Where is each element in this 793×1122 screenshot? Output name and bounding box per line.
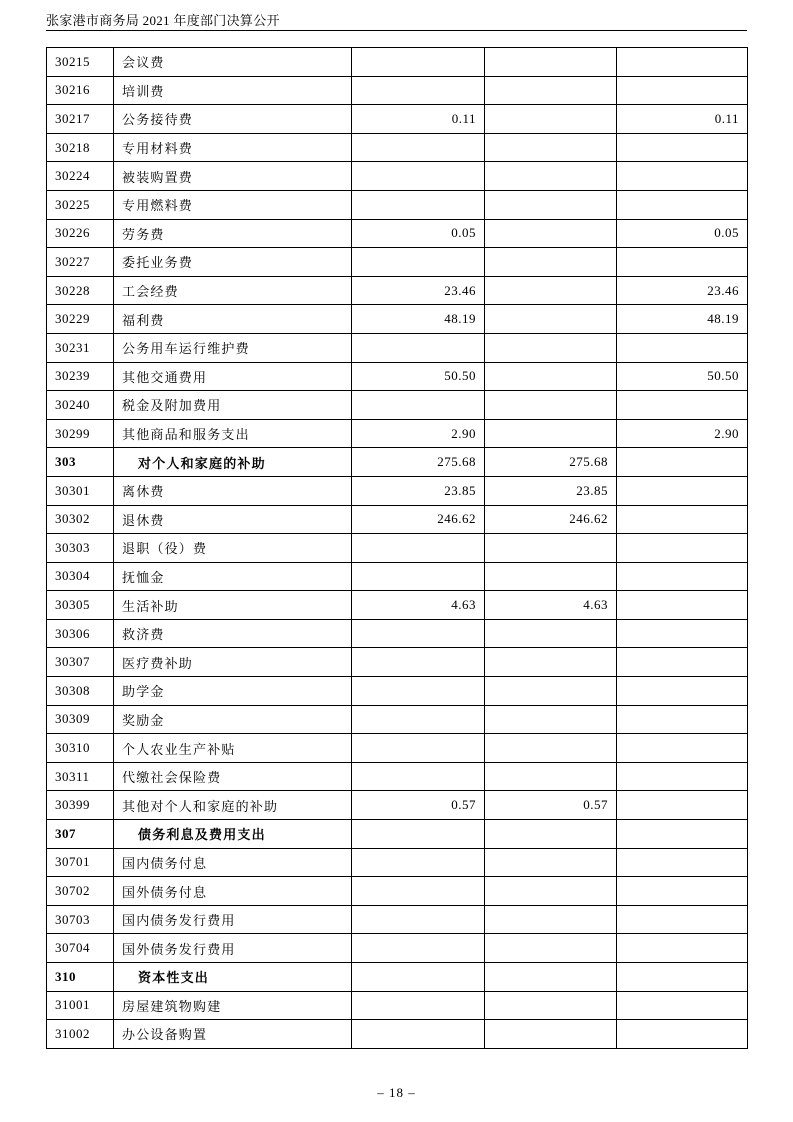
row-value-v3	[617, 991, 748, 1020]
row-value-v3	[617, 190, 748, 219]
table-row	[47, 48, 748, 77]
row-code: 30704	[47, 934, 114, 963]
row-name: 个人农业生产补贴	[114, 734, 352, 763]
row-value-v2	[485, 963, 617, 992]
row-value-v2	[485, 848, 617, 877]
row-name: 其他商品和服务支出	[114, 419, 352, 448]
row-code: 307	[47, 820, 114, 849]
row-code: 30399	[47, 791, 114, 820]
row-value-v3	[617, 791, 748, 820]
row-value-v3	[617, 476, 748, 505]
row-code: 30301	[47, 476, 114, 505]
row-value-v1	[352, 820, 485, 849]
page-header: 张家港市商务局 2021 年度部门决算公开	[46, 13, 280, 28]
row-value-v2	[485, 362, 617, 391]
row-name: 委托业务费	[114, 248, 352, 277]
row-name: 国外债务发行费用	[114, 934, 352, 963]
row-value-v2	[485, 105, 617, 134]
row-value-v3	[617, 562, 748, 591]
table-row	[47, 448, 748, 477]
row-code: 30215	[47, 48, 114, 77]
row-code: 30225	[47, 190, 114, 219]
row-code: 30231	[47, 333, 114, 362]
row-name: 助学金	[114, 677, 352, 706]
row-value-v3: 48.19	[617, 305, 748, 334]
row-value-v3	[617, 619, 748, 648]
row-value-v2	[485, 333, 617, 362]
row-name: 医疗费补助	[114, 648, 352, 677]
row-value-v1	[352, 877, 485, 906]
table-row	[47, 362, 748, 391]
row-name: 国内债务发行费用	[114, 905, 352, 934]
row-value-v3	[617, 133, 748, 162]
table-row	[47, 1020, 748, 1049]
table-row	[47, 791, 748, 820]
row-name: 劳务费	[114, 219, 352, 248]
row-value-v2	[485, 391, 617, 420]
row-name: 代缴社会保险费	[114, 762, 352, 791]
table-row	[47, 991, 748, 1020]
budget-table	[46, 47, 748, 1049]
table-row	[47, 677, 748, 706]
row-value-v2	[485, 248, 617, 277]
row-value-v3	[617, 448, 748, 477]
row-value-v3	[617, 762, 748, 791]
row-value-v2	[485, 991, 617, 1020]
row-code: 30703	[47, 905, 114, 934]
row-value-v3: 23.46	[617, 276, 748, 305]
row-value-v2	[485, 534, 617, 563]
table-row	[47, 248, 748, 277]
row-value-v3	[617, 505, 748, 534]
table-row	[47, 934, 748, 963]
row-value-v1: 0.11	[352, 105, 485, 134]
row-name: 会议费	[114, 48, 352, 77]
row-name: 救济费	[114, 619, 352, 648]
page-number: – 18 –	[377, 1085, 416, 1100]
row-value-v2	[485, 734, 617, 763]
row-value-v1	[352, 248, 485, 277]
table-row	[47, 648, 748, 677]
row-value-v1: 0.57	[352, 791, 485, 820]
row-name: 专用燃料费	[114, 190, 352, 219]
row-code: 30229	[47, 305, 114, 334]
row-code: 30226	[47, 219, 114, 248]
row-value-v2	[485, 419, 617, 448]
row-value-v2	[485, 1020, 617, 1049]
table-row	[47, 905, 748, 934]
row-value-v3	[617, 534, 748, 563]
row-value-v1: 275.68	[352, 448, 485, 477]
row-name: 培训费	[114, 76, 352, 105]
row-code: 30299	[47, 419, 114, 448]
row-value-v1	[352, 677, 485, 706]
row-code: 30218	[47, 133, 114, 162]
row-value-v3	[617, 162, 748, 191]
row-value-v1: 48.19	[352, 305, 485, 334]
row-value-v1	[352, 48, 485, 77]
row-value-v3: 2.90	[617, 419, 748, 448]
row-value-v2	[485, 190, 617, 219]
row-value-v2	[485, 48, 617, 77]
table-row	[47, 219, 748, 248]
row-value-v3	[617, 705, 748, 734]
table-row	[47, 391, 748, 420]
row-name: 公务接待费	[114, 105, 352, 134]
table-row	[47, 476, 748, 505]
row-value-v2	[485, 677, 617, 706]
row-code: 30224	[47, 162, 114, 191]
row-name: 抚恤金	[114, 562, 352, 591]
row-code: 30227	[47, 248, 114, 277]
table-row	[47, 505, 748, 534]
header-divider	[46, 30, 747, 31]
row-value-v3	[617, 848, 748, 877]
row-value-v1	[352, 562, 485, 591]
table-row	[47, 133, 748, 162]
row-value-v1: 4.63	[352, 591, 485, 620]
row-value-v1: 2.90	[352, 419, 485, 448]
row-value-v1	[352, 190, 485, 219]
row-value-v2: 275.68	[485, 448, 617, 477]
table-row	[47, 534, 748, 563]
row-value-v1	[352, 76, 485, 105]
row-name: 专用材料费	[114, 133, 352, 162]
row-value-v3	[617, 248, 748, 277]
row-value-v2	[485, 305, 617, 334]
row-name: 其他对个人和家庭的补助	[114, 791, 352, 820]
row-value-v1	[352, 619, 485, 648]
row-value-v1	[352, 391, 485, 420]
row-name: 离休费	[114, 476, 352, 505]
row-value-v1: 23.46	[352, 276, 485, 305]
row-value-v3	[617, 333, 748, 362]
table-row	[47, 848, 748, 877]
row-name: 福利费	[114, 305, 352, 334]
row-code: 30304	[47, 562, 114, 591]
row-code: 30239	[47, 362, 114, 391]
row-name: 税金及附加费用	[114, 391, 352, 420]
row-name: 房屋建筑物购建	[114, 991, 352, 1020]
table-row	[47, 591, 748, 620]
row-name: 对个人和家庭的补助	[114, 448, 352, 477]
table-row	[47, 76, 748, 105]
row-value-v2	[485, 162, 617, 191]
row-name: 债务利息及费用支出	[114, 820, 352, 849]
row-value-v3	[617, 734, 748, 763]
row-code: 30217	[47, 105, 114, 134]
row-code: 30302	[47, 505, 114, 534]
table-row	[47, 305, 748, 334]
row-value-v3: 50.50	[617, 362, 748, 391]
row-value-v1: 0.05	[352, 219, 485, 248]
row-name: 其他交通费用	[114, 362, 352, 391]
row-value-v3	[617, 905, 748, 934]
row-value-v1	[352, 648, 485, 677]
row-code: 30309	[47, 705, 114, 734]
row-code: 310	[47, 963, 114, 992]
row-value-v2	[485, 762, 617, 791]
row-value-v1	[352, 963, 485, 992]
row-value-v2	[485, 877, 617, 906]
row-value-v2: 0.57	[485, 791, 617, 820]
row-value-v3	[617, 1020, 748, 1049]
row-value-v2	[485, 934, 617, 963]
row-value-v3: 0.05	[617, 219, 748, 248]
row-code: 30216	[47, 76, 114, 105]
row-value-v2	[485, 133, 617, 162]
table-row	[47, 963, 748, 992]
row-code: 31001	[47, 991, 114, 1020]
row-value-v1	[352, 734, 485, 763]
row-name: 退职（役）费	[114, 534, 352, 563]
row-value-v2	[485, 705, 617, 734]
row-code: 31002	[47, 1020, 114, 1049]
row-value-v2	[485, 276, 617, 305]
row-value-v2	[485, 619, 617, 648]
row-value-v1	[352, 991, 485, 1020]
row-value-v2	[485, 905, 617, 934]
row-name: 国内债务付息	[114, 848, 352, 877]
row-name: 工会经费	[114, 276, 352, 305]
row-name: 公务用车运行维护费	[114, 333, 352, 362]
table-row	[47, 419, 748, 448]
row-value-v1	[352, 762, 485, 791]
row-value-v1	[352, 705, 485, 734]
row-value-v3	[617, 48, 748, 77]
row-code: 30702	[47, 877, 114, 906]
row-name: 退休费	[114, 505, 352, 534]
row-code: 30305	[47, 591, 114, 620]
row-code: 30303	[47, 534, 114, 563]
table-row	[47, 333, 748, 362]
row-name: 奖励金	[114, 705, 352, 734]
row-code: 30311	[47, 762, 114, 791]
table-row	[47, 619, 748, 648]
row-value-v2: 4.63	[485, 591, 617, 620]
budget-table-container	[46, 47, 747, 1049]
table-row	[47, 762, 748, 791]
row-name: 生活补助	[114, 591, 352, 620]
table-row	[47, 562, 748, 591]
row-value-v3	[617, 934, 748, 963]
table-row	[47, 276, 748, 305]
table-row	[47, 105, 748, 134]
table-row	[47, 734, 748, 763]
row-value-v2: 23.85	[485, 476, 617, 505]
row-name: 资本性支出	[114, 963, 352, 992]
row-value-v2	[485, 820, 617, 849]
row-value-v2	[485, 219, 617, 248]
row-code: 30228	[47, 276, 114, 305]
row-value-v1	[352, 1020, 485, 1049]
row-code: 30310	[47, 734, 114, 763]
row-code: 30308	[47, 677, 114, 706]
row-value-v3	[617, 591, 748, 620]
table-row	[47, 190, 748, 219]
row-name: 国外债务付息	[114, 877, 352, 906]
row-value-v1	[352, 934, 485, 963]
budget-table-body	[47, 48, 748, 1049]
row-value-v1	[352, 534, 485, 563]
table-row	[47, 162, 748, 191]
row-value-v3	[617, 391, 748, 420]
row-value-v1	[352, 133, 485, 162]
row-code: 30701	[47, 848, 114, 877]
row-value-v3	[617, 877, 748, 906]
row-value-v3	[617, 648, 748, 677]
row-value-v3	[617, 963, 748, 992]
row-code: 30306	[47, 619, 114, 648]
row-value-v3	[617, 76, 748, 105]
row-value-v1	[352, 162, 485, 191]
table-row	[47, 877, 748, 906]
row-value-v1	[352, 333, 485, 362]
row-code: 30240	[47, 391, 114, 420]
row-value-v1: 23.85	[352, 476, 485, 505]
row-value-v1: 50.50	[352, 362, 485, 391]
row-value-v2: 246.62	[485, 505, 617, 534]
row-name: 办公设备购置	[114, 1020, 352, 1049]
row-value-v1	[352, 848, 485, 877]
row-value-v1: 246.62	[352, 505, 485, 534]
row-value-v3: 0.11	[617, 105, 748, 134]
table-row	[47, 820, 748, 849]
table-row	[47, 705, 748, 734]
row-value-v3	[617, 820, 748, 849]
row-value-v2	[485, 76, 617, 105]
row-value-v1	[352, 905, 485, 934]
row-value-v2	[485, 562, 617, 591]
row-value-v3	[617, 677, 748, 706]
row-code: 303	[47, 448, 114, 477]
row-value-v2	[485, 648, 617, 677]
row-code: 30307	[47, 648, 114, 677]
row-name: 被装购置费	[114, 162, 352, 191]
